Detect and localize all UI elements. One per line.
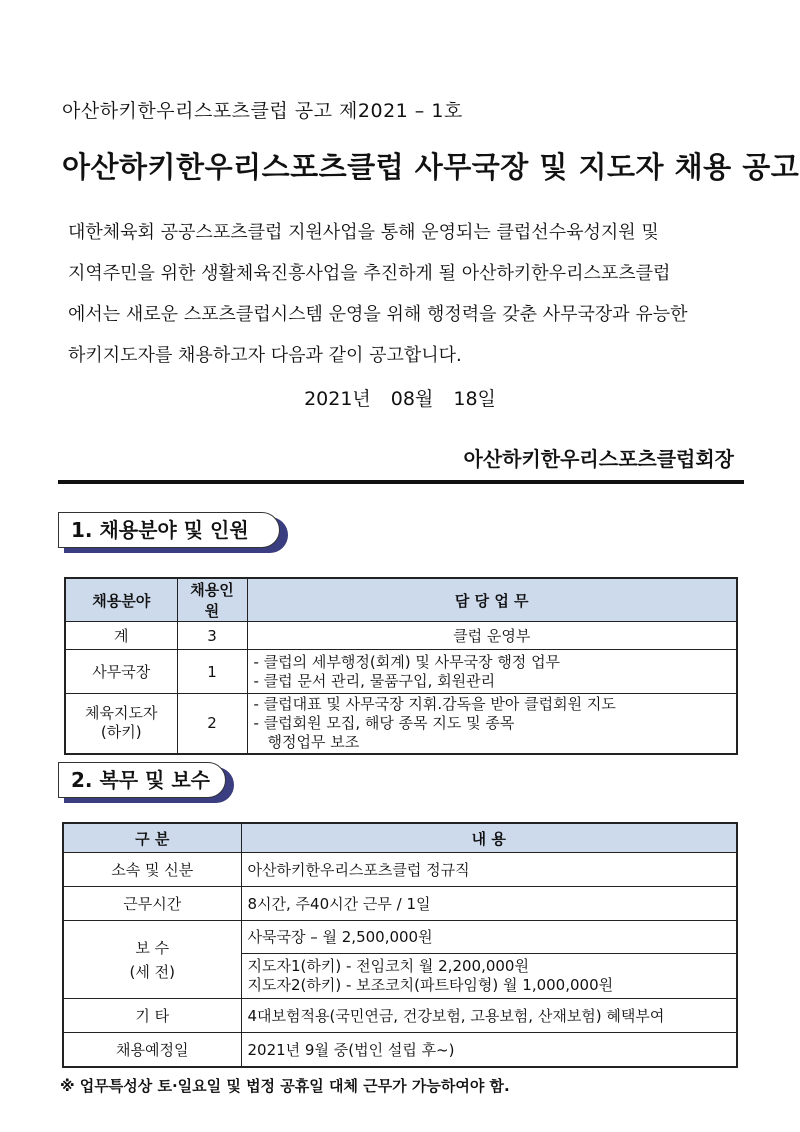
duty-line: 행정업무 보조 [267,732,360,751]
field-cell: 계 [65,622,177,650]
table-row [63,853,737,887]
duties-cell [247,650,737,694]
table-header-row [63,823,737,853]
pay-line: 지도자2(하키) - 보조코치(파트타임형) 월 1,000,000원 [247,976,614,994]
duty-line: - 클럽대표 및 사무국장 지휘.감독을 받아 클럽회원 지도 [253,694,616,713]
duty-line: - 클럽회원 모집, 해당 종목 지도 및 종목 [253,713,515,732]
table-row [63,887,737,921]
table-row [65,694,737,754]
intro-line: 대한체육회 공공스포츠클럽 지원사업을 통해 운영되는 클럽선수육성지원 및 [68,222,659,243]
value-cell [241,921,737,999]
pay-sub-block [242,953,737,998]
duties-cell [247,694,737,754]
value-cell: 아산하키한우리스포츠클럽 정규직 [241,853,737,887]
notice-date: 2021년 08월 18일 [304,388,496,410]
label-cell: 근무시간 [63,887,241,921]
section2-heading-tab [58,762,228,800]
table-row [63,999,737,1033]
count-cell: 1 [177,650,247,694]
recruitment-table [64,577,738,755]
duty-line: - 클럽의 세부행정(회계) 및 사무국장 행정 업무 [253,652,561,671]
duty-line: - 클럽 문서 관리, 물품구입, 회원관리 [253,671,496,690]
value-cell: 8시간, 주40시간 근무 / 1일 [241,887,737,921]
field-line: (하키) [100,723,142,742]
label-line: (세 전) [129,962,175,981]
signer: 아산하키한우리스포츠클럽회장 [463,447,734,471]
field-cell [65,694,177,754]
field-line: 체육지도자 [85,704,158,723]
intro-line: 하키지도자를 채용하고자 다음과 같이 공고합니다. [68,345,462,366]
table-row [63,921,737,999]
section2-heading: 2. 복무 및 보수 [58,762,226,798]
divider [58,480,744,484]
count-cell: 3 [177,622,247,650]
field-cell: 사무국장 [65,650,177,694]
footnote: ※ 업무특성상 토·일요일 및 법정 공휴일 대체 근무가 가능하여야 함. [60,1077,510,1095]
pay-line: 지도자1(하키) - 전임코치 월 2,200,000원 [247,957,529,975]
header-category: 구 분 [63,823,241,853]
intro-paragraph [68,212,728,376]
section1-heading-tab [58,512,288,550]
count-cell: 2 [177,694,247,754]
value-cell: 4대보험적용(국민연금, 건강보험, 고용보험, 산재보험) 혜택부여 [241,999,737,1033]
label-cell: 기 타 [63,999,241,1033]
intro-line: 에서는 새로운 스포츠클럽시스템 운영을 위해 행정력을 갖춘 사무국장과 유능한 [68,304,688,325]
table-header-row [65,578,737,622]
value-cell: 2021년 9월 중(법인 설립 후~) [241,1033,737,1067]
label-cell [63,921,241,999]
header-duties: 담 당 업 무 [247,578,737,622]
label-cell: 채용예정일 [63,1033,241,1067]
table-row [63,1033,737,1067]
notice-number: 아산하키한우리스포츠클럽 공고 제2021 – 1호 [62,100,463,122]
header-content: 내 용 [241,823,737,853]
service-pay-table [62,822,738,1068]
duties-cell: 클럽 운영부 [247,622,737,650]
table-row [65,622,737,650]
header-count: 채용인원 [177,578,247,622]
pay-line: 사묵국장 – 월 2,500,000원 [247,928,433,946]
table-row [65,650,737,694]
page-title: 아산하키한우리스포츠클럽 사무국장 및 지도자 채용 공고 [62,150,800,184]
section1-heading: 1. 채용분야 및 인원 [58,512,280,548]
label-line: 보 수 [135,938,170,957]
intro-line: 지역주민을 위한 생활체육진흥사업을 추진하게 될 아산하키한우리스포츠클럽 [68,263,671,284]
header-field: 채용분야 [65,578,177,622]
label-cell: 소속 및 신분 [63,853,241,887]
